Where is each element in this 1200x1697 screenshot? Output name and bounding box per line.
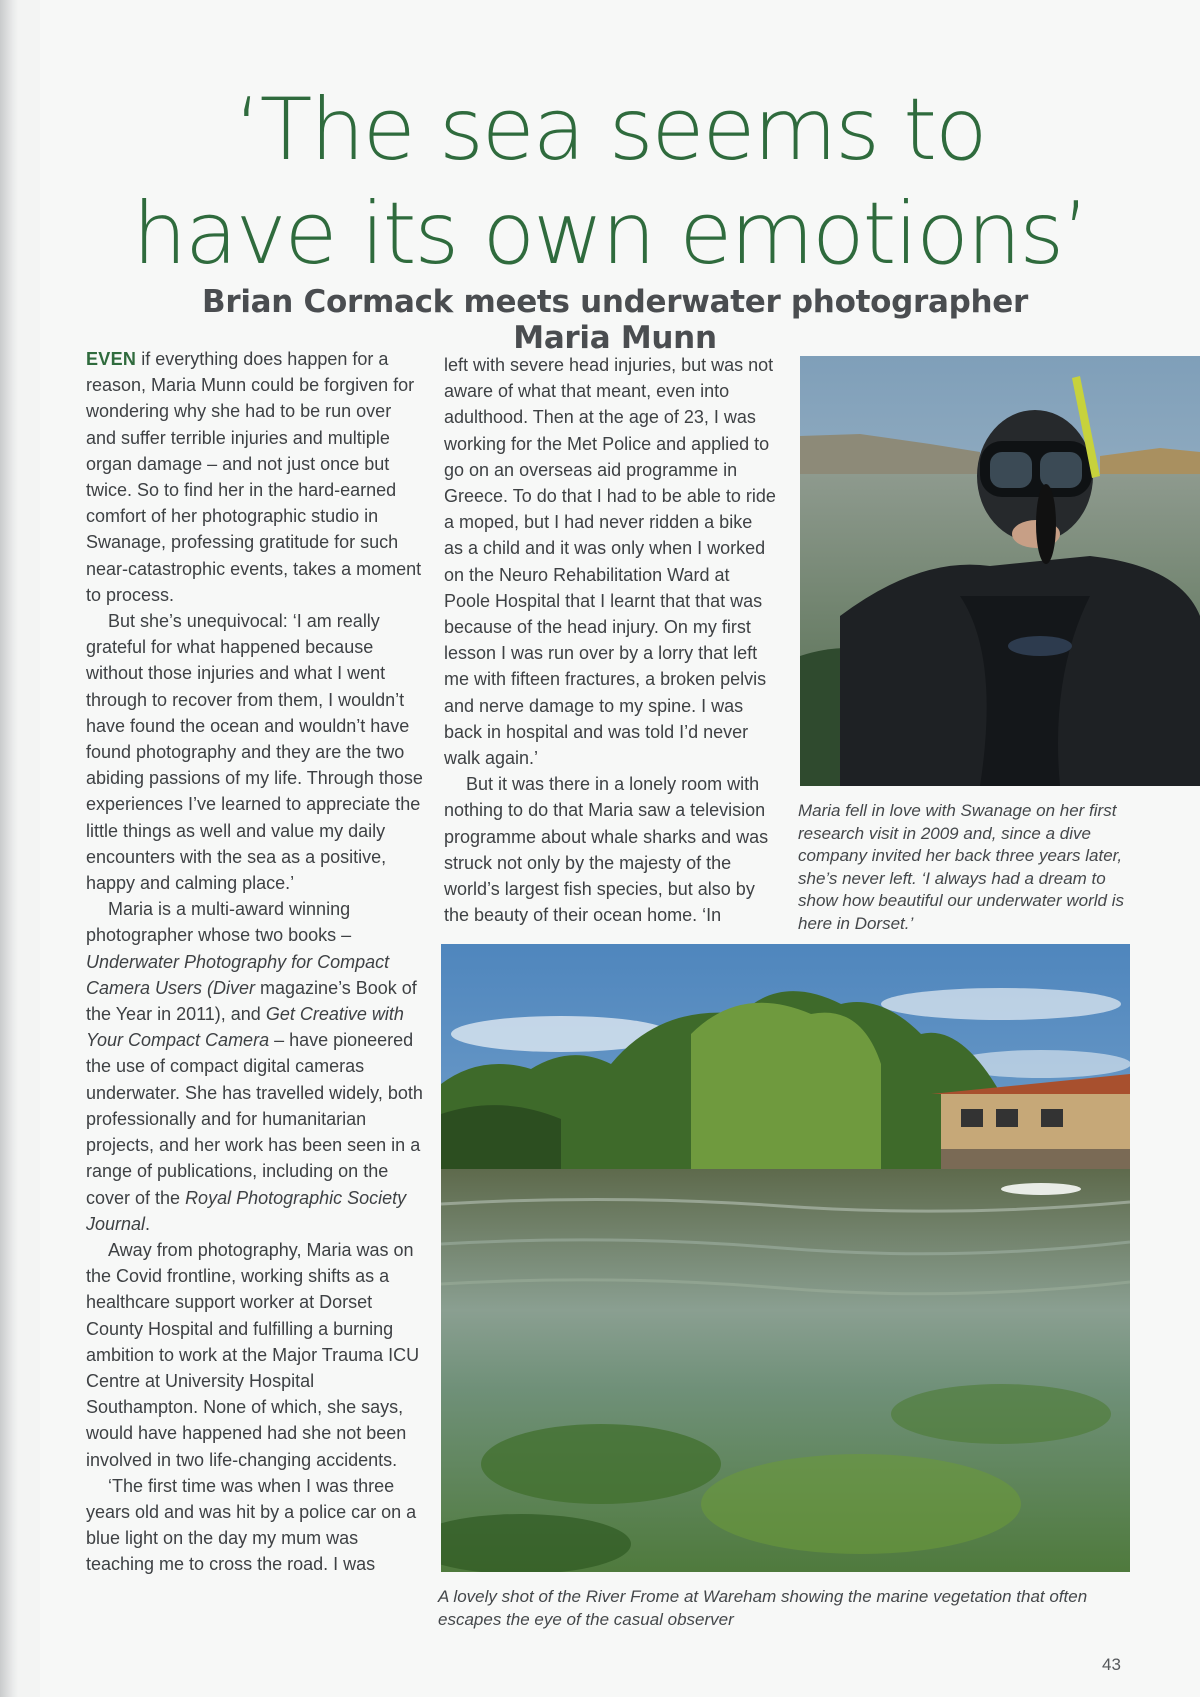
book-title: Underwater Photography for Compact Camera Users (Diver — [86, 951, 390, 998]
paragraph — [86, 346, 426, 608]
paragraph — [86, 896, 426, 1237]
diver-photo-caption: Maria fell in love with Swanage on her first research visit in 2009 and, since a dive company invited her back three years later, she’s never left. ‘I always had a dream to show how beautiful our underwater world is here in Dorset.’ — [798, 801, 1125, 933]
paragraph-text: if everything does happen for a reason, Maria Munn could be forgiven for wondering why she had to be run over and suffer terrible injuries and multiple organ damage – and not just once but twice. So to find her in the hard-earned comfort of her photographic studio in Swanage, professing gratitude for such near-catastrophic events, takes a moment to process. — [86, 349, 422, 605]
paragraph: Away from photography, Maria was on the Covid frontline, working shifts as a healthcare support worker at Dorset County Hospital and fulfilling a burning ambition to work at the Major Trauma ICU Centre at University Hospital Southampton. None of which, she says, would have happened had she not been involved in two life-changing accidents. — [86, 1239, 420, 1470]
paragraph-text: Maria is a multi-award winning photographer whose two books – — [86, 899, 352, 946]
paragraph-text: . — [145, 1213, 151, 1234]
paragraph: But she’s unequivocal: ‘I am really grateful for what happened because without those injuries and what I went through to recover from them, I wouldn’t have found the ocean and wouldn’t have found photography and they are the two abiding passions of my life. Through those experiences I’ve learned to appreciate the little things as well and value my daily encounters with the sea as a positive, happy and calming place.’ — [86, 611, 423, 894]
article-headline: ‘The sea seems to have its own emotions’ — [132, 80, 1088, 284]
paragraph-text: magazine’s Book of the Year in 2011), and — [86, 977, 417, 1025]
river-frome-photo — [441, 944, 1130, 1572]
journal-title: Royal Photographic Society Journal — [86, 1187, 407, 1234]
body-column-2 — [444, 352, 776, 928]
book-title: Get Creative with Your Compact Camera — [86, 1004, 404, 1051]
body-column-1 — [86, 346, 426, 1578]
article-standfirst: Brian Cormack meets underwater photographer Maria Munn — [202, 284, 1028, 356]
paragraph: But it was there in a lonely room with nothing to do that Maria saw a television programme about whale sharks and was struck not only by the majesty of the world’s largest fish species, but also by the beauty of their ocean home. ‘In — [444, 774, 769, 926]
paragraph: left with severe head injuries, but was not aware of what that meant, even into adulthood. Then at the age of 23, I was working for the Met Police and applied to go on an overseas aid programme in Greece. To do that I had to be able to ride a moped, but I had never ridden a bike as a child and it was only when I worked on the Neuro Rehabilitation Ward at Poole Hospital that I learnt that that was because of the head injury. On my first lesson I was run over by a lorry that left me with fifteen fractures, a broken pelvis and nerve damage to my spine. I was back in hospital and was told I’d never walk again.’ — [444, 355, 776, 769]
lead-word: EVEN — [86, 349, 137, 369]
paragraph-text: – have pioneered the use of compact digital cameras underwater. She has travelled widely, both professionally and for humanitarian projects, and her work has been seen in a range of publications, including on the cover of the — [86, 1030, 423, 1208]
river-photo-caption: A lovely shot of the River Frome at Wareham showing the marine vegetation that often escapes the eye of the casual observer — [438, 1587, 1088, 1629]
diver-selfie-photo — [800, 356, 1200, 786]
page-number: 43 — [1102, 1655, 1121, 1674]
page-spine-shadow — [0, 0, 18, 1697]
paragraph: ‘The first time was when I was three years old and was hit by a police car on a blue light on the day my mum was teaching me to cross the road. I was — [86, 1475, 417, 1575]
